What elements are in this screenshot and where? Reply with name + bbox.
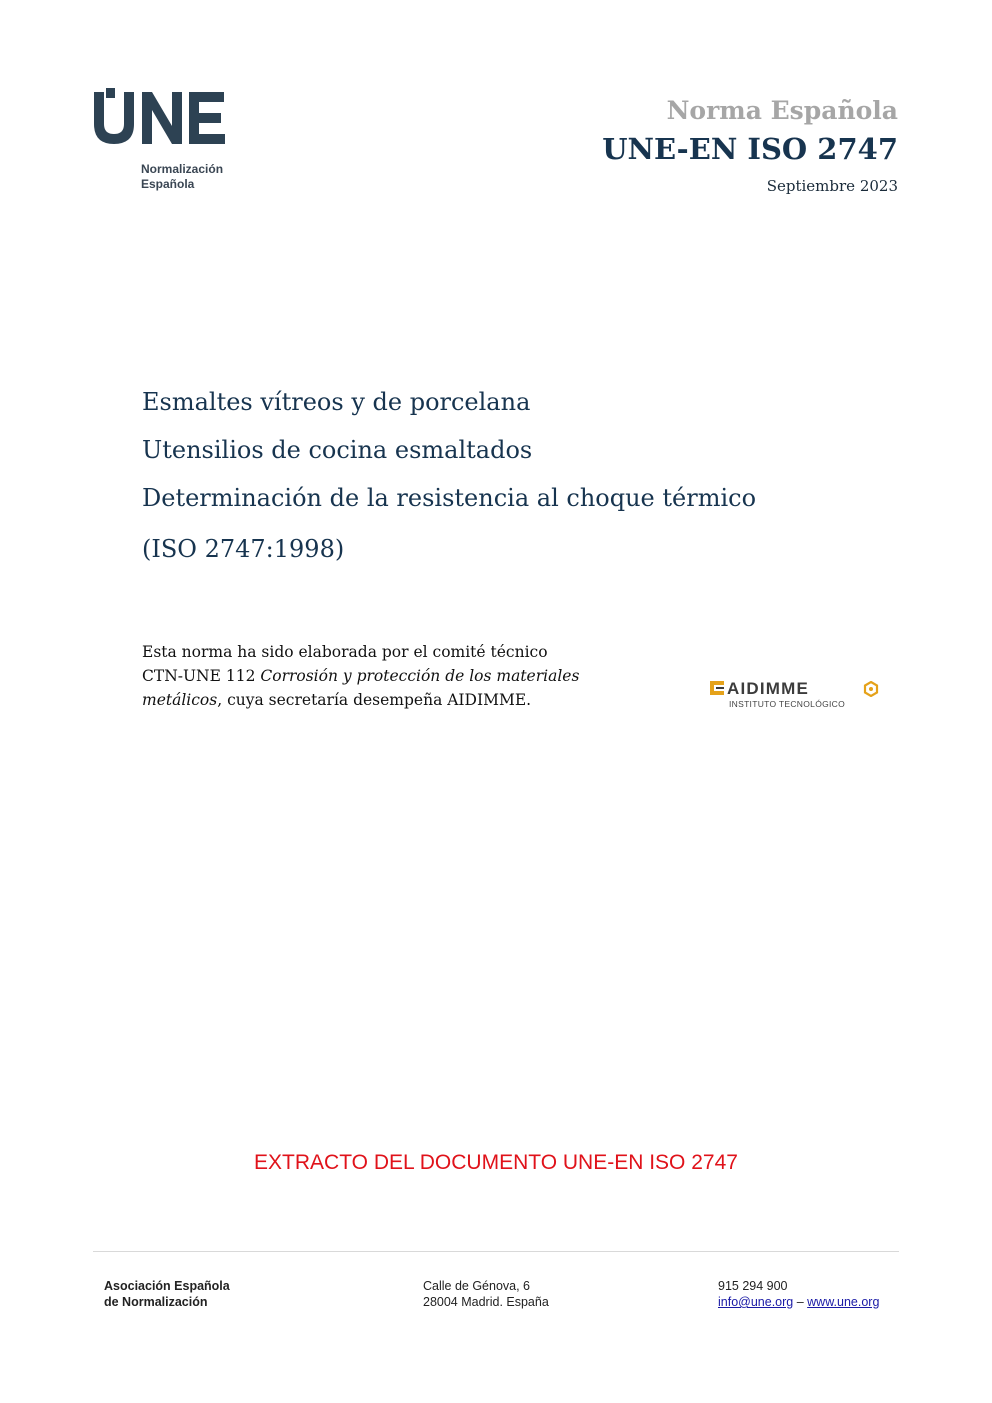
standard-kind: Norma Española	[666, 96, 898, 125]
footer-address	[423, 1278, 549, 1310]
committee-statement	[142, 640, 612, 712]
aidimme-logo	[708, 678, 883, 714]
une-logo-mark-icon	[92, 88, 232, 148]
footer-organization	[104, 1278, 230, 1310]
footer-address-line1: Calle de Génova, 6	[423, 1279, 531, 1293]
aidimme-hexagon-icon	[863, 681, 879, 697]
title-line-4: (ISO 2747:1998)	[142, 535, 345, 563]
une-logo-subtitle	[141, 162, 251, 192]
committee-outro: , cuya secretaría desempeña AIDIMME.	[217, 691, 532, 709]
aidimme-subtitle: INSTITUTO TECNOLÓGICO	[729, 699, 846, 709]
aidimme-name: AIDIMME	[727, 679, 810, 698]
title-line-2: Utensilios de cocina esmaltados	[142, 436, 533, 464]
publication-date: Septiembre 2023	[766, 177, 898, 195]
committee-name: Corrosión y protección de los materiales metálicos	[142, 667, 580, 709]
title-line-3: Determinación de la resistencia al choque térmico	[142, 484, 757, 512]
une-logo	[92, 88, 242, 198]
footer-website-link[interactable]: www.une.org	[807, 1295, 880, 1309]
extract-notice: EXTRACTO DEL DOCUMENTO UNE-EN ISO 2747	[254, 1151, 738, 1174]
footer-org-line2: de Normalización	[104, 1295, 208, 1309]
une-logo-subtitle-line2: Española	[141, 177, 195, 191]
une-logo-subtitle-line1: Normalización	[141, 162, 224, 176]
aidimme-square-icon	[710, 681, 726, 697]
footer-links	[718, 1294, 879, 1310]
footer-divider	[93, 1251, 899, 1252]
footer-org-line1: Asociación Española	[104, 1279, 230, 1293]
committee-code: CTN-UNE 112	[142, 667, 261, 685]
footer-contact	[718, 1278, 879, 1310]
footer-phone: 915 294 900	[718, 1279, 788, 1293]
footer-email-link[interactable]: info@une.org	[718, 1295, 794, 1309]
footer-separator: –	[793, 1295, 808, 1309]
committee-intro: Esta norma ha sido elaborada por el comité técnico	[142, 643, 548, 661]
title-line-1: Esmaltes vítreos y de porcelana	[142, 388, 531, 416]
footer-address-line2: 28004 Madrid. España	[423, 1295, 549, 1309]
standard-code: UNE-EN ISO 2747	[602, 132, 898, 166]
